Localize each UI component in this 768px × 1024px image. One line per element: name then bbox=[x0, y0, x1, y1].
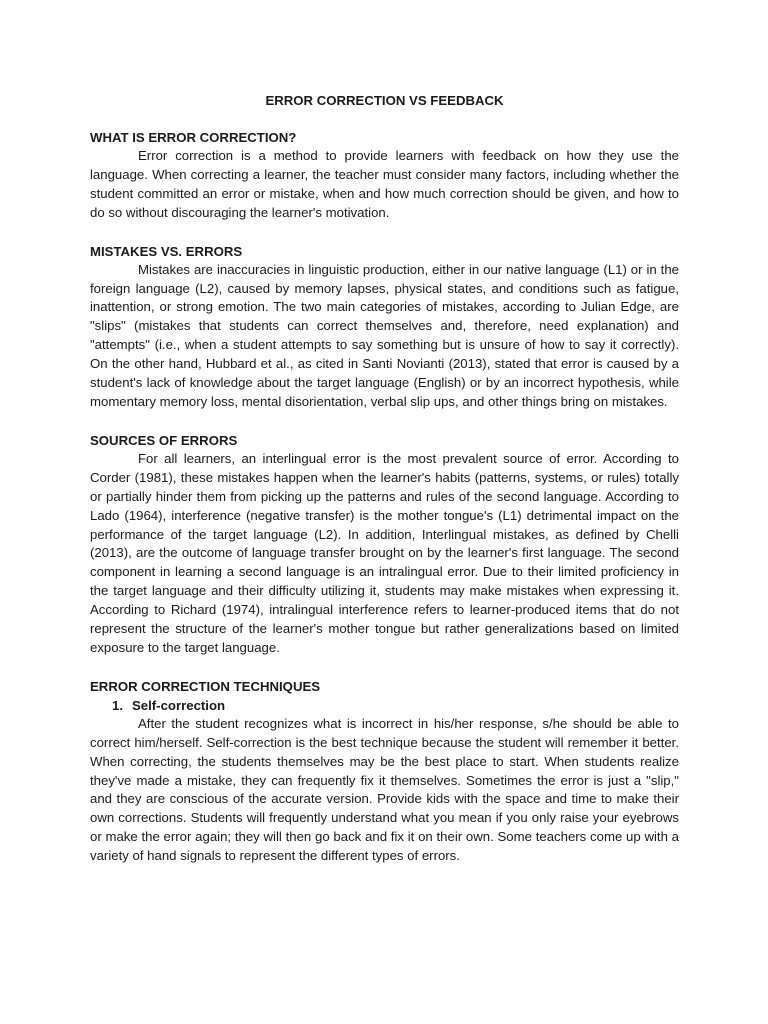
document-title: ERROR CORRECTION VS FEEDBACK bbox=[265, 93, 504, 108]
section-paragraph: Mistakes are inaccuracies in linguistic production, either in our native language (L1) or in the foreign language (L2), caused by memory lapses, physical states, and conditions such as fatigue, inattention, or strong emotion. The two main categories of mistakes, according to Julian Edge, are "slips" (mistakes that students can correct themselves and, therefore, need explanation) and "attempts" (i.e., when a student attempts to say something but is unsure of how to say it correctly). On the other hand, Hubbard et al., as cited in Santi Novianti (2013), stated that error is caused by a student's lack of knowledge about the target language (English) or by an incorrect hypothesis, while momentary memory loss, mental disorientation, verbal slip ups, and other things bring on mistakes. bbox=[90, 261, 679, 409]
document-page bbox=[90, 90, 679, 885]
section-what-is-error-correction bbox=[90, 128, 679, 223]
section-sources-of-errors bbox=[90, 431, 679, 658]
section-error-correction-techniques bbox=[90, 677, 679, 866]
section-heading: MISTAKES VS. ERRORS bbox=[90, 243, 243, 259]
section-heading: WHAT IS ERROR CORRECTION? bbox=[90, 130, 297, 145]
list-number: 1. bbox=[112, 697, 123, 713]
section-heading: ERROR CORRECTION TECHNIQUES bbox=[90, 678, 321, 694]
section-mistakes-vs-errors bbox=[90, 242, 679, 412]
section-paragraph: Error correction is a method to provide learners with feedback on how they use the language. When correcting a learner, the teacher must consider many factors, including whether the student committed an error or mistake, when and how much correction should be given, and how to do so without discouraging the learner's motivation. bbox=[90, 148, 679, 220]
section-heading: SOURCES OF ERRORS bbox=[90, 432, 238, 448]
subsection-title: Self-correction bbox=[132, 697, 226, 713]
subsection-heading-self-correction bbox=[90, 696, 679, 715]
section-paragraph: For all learners, an interlingual error is the most prevalent source of error. According to Corder (1981), these mistakes happen when the learner's habits (patterns, systems, or rules) totally or partially hinder them from picking up the patterns and rules of the second language. According to Lado (1964), interference (negative transfer) is the mother tongue's (L1) detrimental impact on the performance of the target language (L2). In addition, Interlingual mistakes, as defined by Chelli (2013), are the outcome of language transfer brought on by the learner's first language. The second component in learning a second language is an intralingual error. Due to their limited proficiency in the target language and their difficulty utilizing it, students may make mistakes when expressing it. According to Richard (1974), intralingual interference refers to learner-produced items that do not represent the structure of the learner's mother tongue but rather generalizations based on limited exposure to the target language. bbox=[90, 450, 679, 655]
subsection-paragraph: After the student recognizes what is incorrect in his/her response, s/he should be able to correct him/herself. Self-correction is the best technique because the student will remember it better. When correcting, the students themselves may be the best place to start. When students realize they've made a mistake, they can frequently fix it themselves. Sometimes the error is just a "slip," and they are conscious of the accurate version. Provide kids with the space and time to make their own corrections. Students will frequently understand what you mean if you only raise your eyebrows or make the error again; they will then go back and fix it on their own. Some teachers come up with a variety of hand signals to represent the different types of errors. bbox=[90, 715, 679, 864]
